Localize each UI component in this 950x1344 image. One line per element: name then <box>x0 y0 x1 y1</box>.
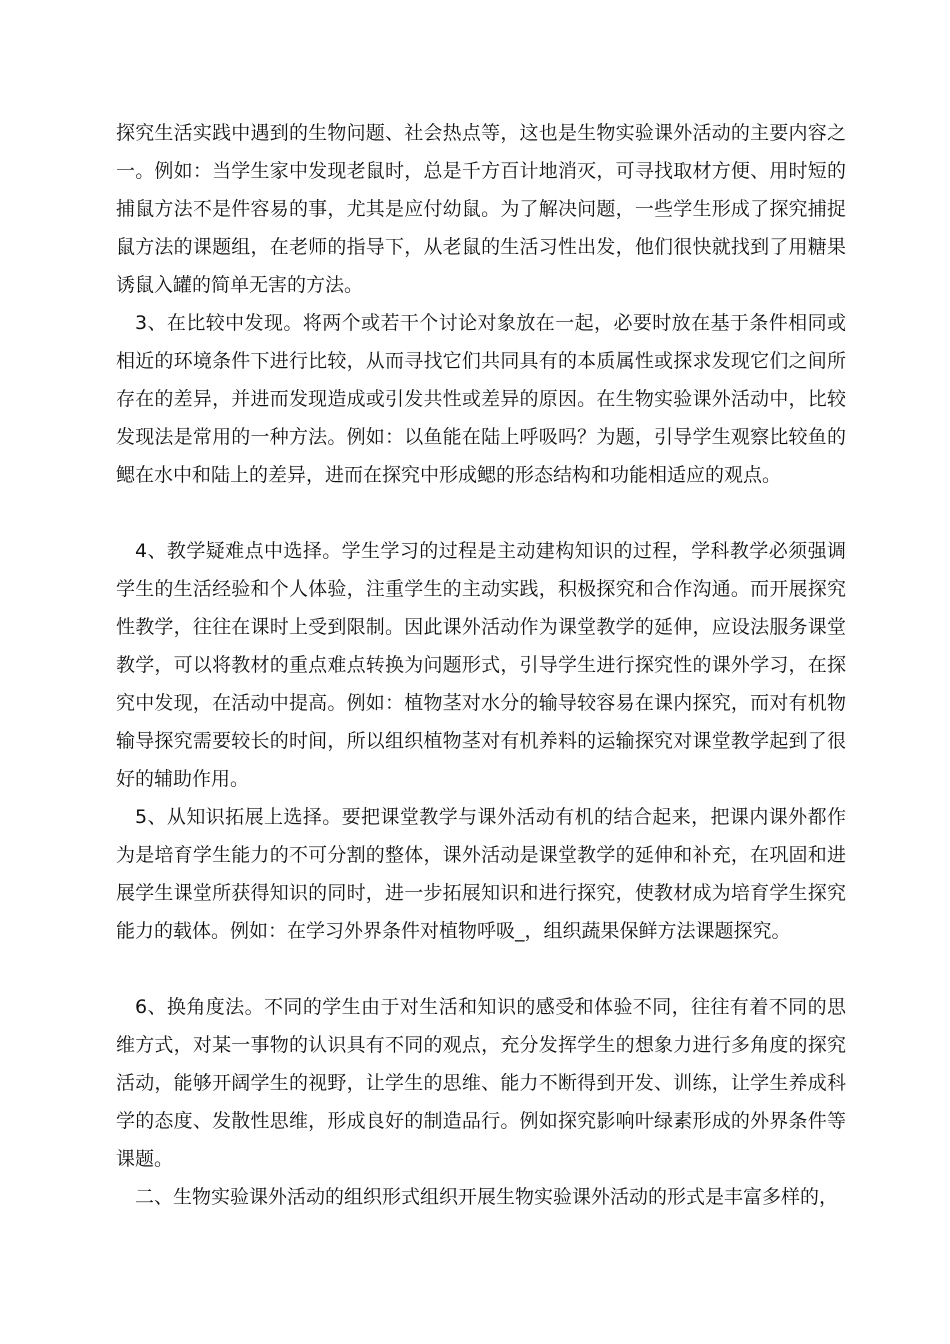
paragraph-teaching-difficulties: 4、教学疑难点中选择。学生学习的过程是主动建构知识的过程，学科教学必须强调学生的生活经验和个人体验，注重学生的主动实践，积极探究和合作沟通。而开展探究性教学，往往在课时上受到限制。因此课外活动作为课堂教学的延伸，应设法服务课堂教学，可以将教材的重点难点转换为问题形式，引导学生进行探究性的课外学习，在探究中发现，在活动中提高。例如：植物茎对水分的输导较容易在课内探究，而对有机物输导探究需要较长的时间，所以组织植物茎对有机养料的运输探究对课堂教学起到了很好的辅助作用。 <box>116 540 846 790</box>
paragraph-biology-problems: 探究生活实践中遇到的生物问题、社会热点等，这也是生物实验课外活动的主要内容之一。例如：当学生家中发现老鼠时，总是千方百计地消灭，可寻找取材方便、用时短的捕鼠方法不是件容易的事，尤其是应付幼鼠。为了解决问题，一些学生形成了探究捕捉鼠方法的课题组，在老师的指导下，从老鼠的生活习性出发，他们很快就找到了用糖果诱鼠入罐的简单无害的方法。 <box>116 122 846 296</box>
paragraph-comparison-discovery: 3、在比较中发现。将两个或若干个讨论对象放在一起，必要时放在基于条件相同或相近的环境条件下进行比较，从而寻找它们共同具有的本质属性或探求发现它们之间所存在的差异，并进而发现造成或引发共性或差异的原因。在生物实验课外活动中，比较发现法是常用的一种方法。例如：以鱼能在陆上呼吸吗？为题，引导学生观察比较鱼的鳃在水中和陆上的差异，进而在探究中形成鳃的形态结构和功能相适应的观点。 <box>116 312 846 486</box>
paragraph-gap <box>116 494 846 532</box>
document-body <box>116 114 846 1216</box>
paragraph-knowledge-extension: 5、从知识拓展上选择。要把课堂教学与课外活动有机的结合起来，把课内课外都作为是培育学生能力的不可分割的整体，课外活动是课堂教学的延伸和补充，在巩固和进展学生课堂所获得知识的同时，进一步拓展知识和进行探究，使教材成为培育学生探究能力的载体。例如：在学习外界条件对植物呼吸_，组织蔬果保鲜方法课题探究。 <box>116 806 846 942</box>
section-heading-organization-forms: 二、生物实验课外活动的组织形式组织开展生物实验课外活动的形式是丰富多样的， <box>135 1186 839 1208</box>
paragraph-gap <box>116 950 846 988</box>
paragraph-change-perspective: 6、换角度法。不同的学生由于对生活和知识的感受和体验不同，往往有着不同的思维方式，对某一事物的认识具有不同的观点，充分发挥学生的想象力进行多角度的探究活动，能够开阔学生的视野，让学生的思维、能力不断得到开发、训练，让学生养成科学的态度、发散性思维，形成良好的制造品行。例如探究影响叶绿素形成的外界条件等课题。 <box>116 996 846 1170</box>
